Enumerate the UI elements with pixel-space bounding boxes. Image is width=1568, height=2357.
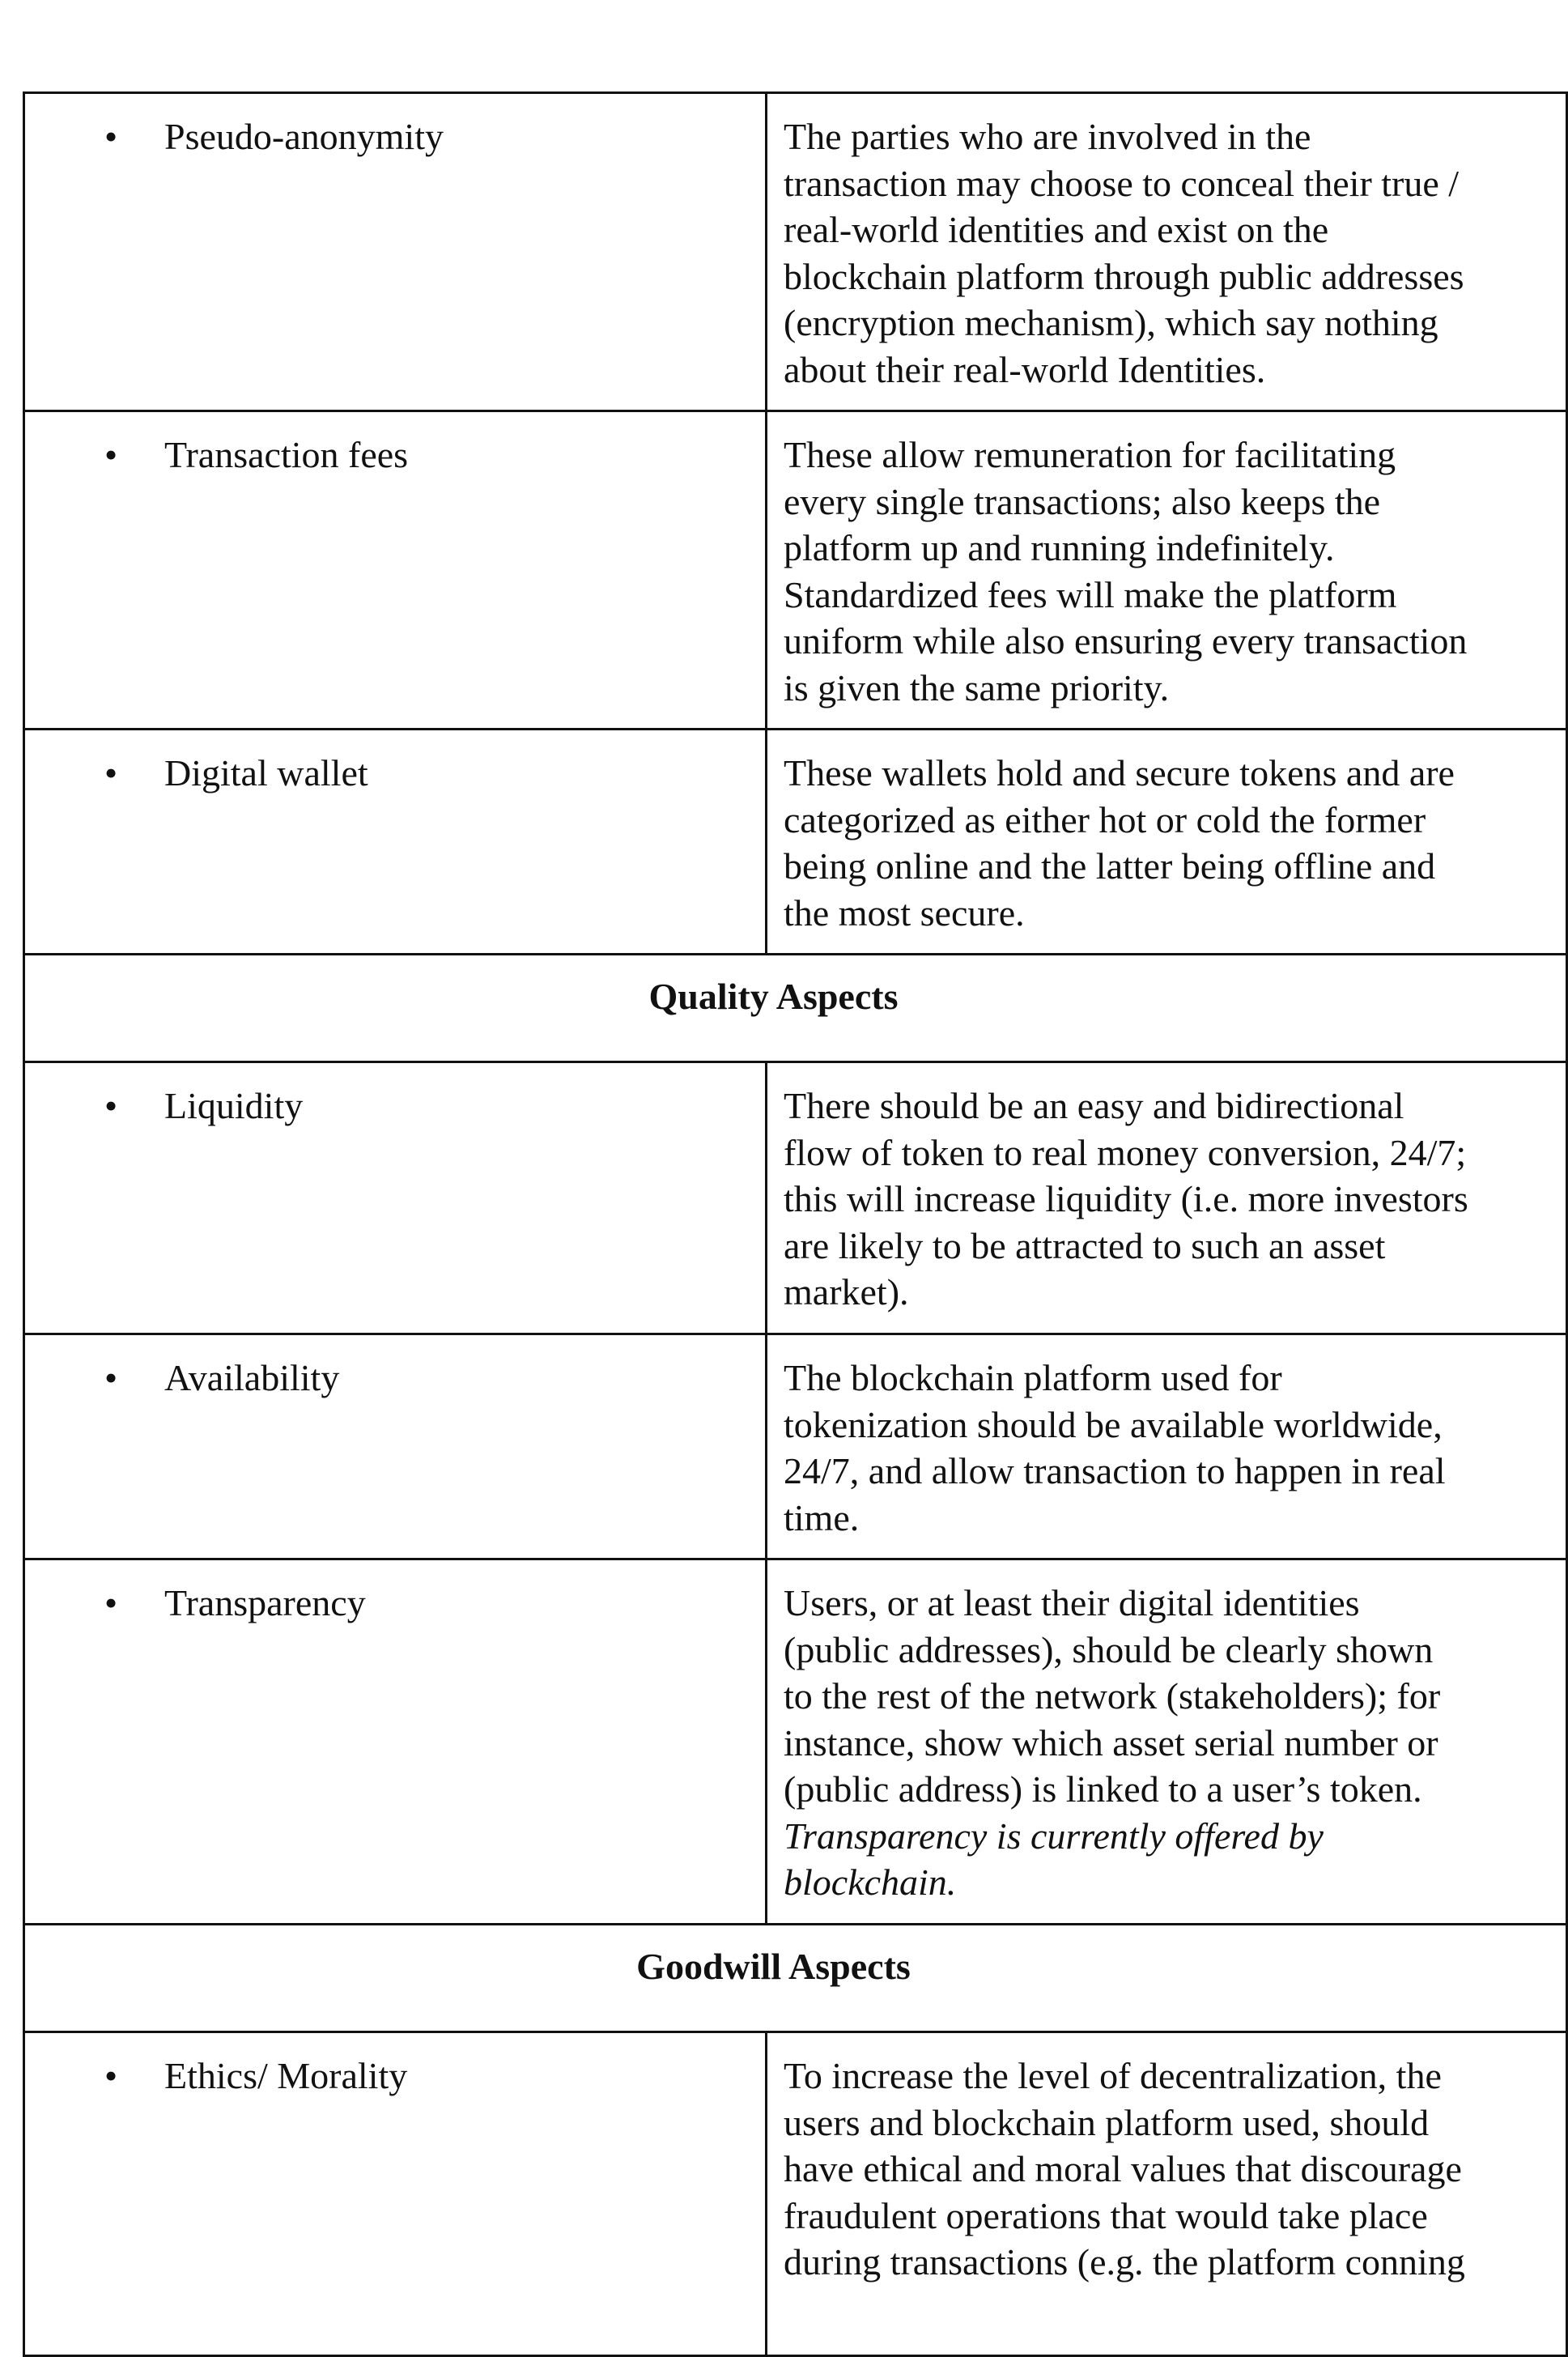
feature-label: Ethics/ Morality: [164, 2055, 408, 2096]
description-line: every single transactions; also keeps the: [784, 480, 1381, 522]
feature-cell: [24, 730, 767, 955]
feature-label: Transparency: [164, 1582, 366, 1623]
feature-cell: [24, 93, 767, 411]
description-line: during transactions (e.g. the platform conning: [784, 2241, 1465, 2283]
description-line: transaction may choose to conceal their true /: [784, 162, 1460, 204]
feature-cell: [24, 2032, 767, 2356]
description-line: are likely to be attracted to such an asset: [784, 1224, 1386, 1266]
description-line: being online and the latter being offline and: [784, 845, 1436, 887]
feature-label: Digital wallet: [164, 752, 368, 793]
section-header-row: [24, 955, 1567, 1062]
table-row: [24, 1334, 1567, 1559]
description-line: These allow remuneration for facilitating: [784, 434, 1396, 475]
description-line: instance, show which asset serial number or: [784, 1721, 1438, 1763]
description-text: [767, 1335, 1566, 1552]
description-line: this will increase liquidity (i.e. more investors: [784, 1178, 1468, 1219]
description-text: [767, 2033, 1566, 2297]
description-line: These wallets hold and secure tokens and are: [784, 752, 1455, 793]
description-line: about their real-world Identities.: [784, 348, 1266, 390]
feature-cell: [24, 411, 767, 730]
description-line: platform up and running indefinitely.: [784, 527, 1335, 568]
description-text: [767, 1063, 1566, 1327]
description-line: (public addresses), should be clearly shown: [784, 1628, 1434, 1670]
feature-cell-content: [25, 1335, 765, 1402]
description-line: blockchain platform through public addresses: [784, 255, 1464, 297]
description-cell: [767, 730, 1567, 955]
description-cell: [767, 2032, 1567, 2356]
description-italic-line: blockchain.: [784, 1861, 957, 1903]
description-line: categorized as either hot or cold the former: [784, 798, 1426, 840]
feature-cell-content: [25, 1560, 765, 1627]
feature-label: Transaction fees: [164, 434, 409, 475]
description-line: flow of token to real money conversion, 24/7;: [784, 1131, 1467, 1173]
bullet-icon: •: [104, 1357, 118, 1398]
feature-cell-content: [25, 2033, 765, 2100]
bullet-icon: •: [104, 752, 118, 793]
description-line: have ethical and moral values that discourage: [784, 2148, 1462, 2189]
feature-cell: [24, 1334, 767, 1559]
section-heading-cell: [24, 1925, 1567, 2032]
description-line: the most secure.: [784, 891, 1025, 934]
description-line: 24/7, and allow transaction to happen in real: [784, 1450, 1446, 1491]
feature-label: Liquidity: [164, 1085, 304, 1126]
table-row: [24, 93, 1567, 411]
bullet-icon: •: [104, 116, 118, 157]
bullet-icon: •: [104, 2055, 118, 2096]
bullet-icon: •: [104, 1085, 118, 1126]
description-line: uniform while also ensuring every transaction: [784, 620, 1468, 662]
description-line: To increase the level of decentralization, the: [784, 2055, 1442, 2096]
description-line: real-world identities and exist on the: [784, 209, 1329, 250]
description-text: [767, 412, 1566, 722]
feature-cell-content: [25, 94, 765, 160]
description-text: [767, 94, 1566, 404]
table-row: [24, 2032, 1567, 2356]
feature-label: Availability: [164, 1357, 340, 1398]
table-row: [24, 411, 1567, 730]
feature-cell-content: [25, 730, 765, 797]
description-cell: [767, 411, 1567, 730]
description-line: market).: [784, 1271, 909, 1313]
description-line: (public address) is linked to a user’s token.: [784, 1768, 1422, 1810]
feature-cell-content: [25, 412, 765, 479]
feature-label: Pseudo-anonymity: [164, 116, 444, 157]
description-line: (encryption mechanism), which say nothing: [784, 302, 1438, 343]
feature-cell-content: [25, 1063, 765, 1130]
description-cell: [767, 93, 1567, 411]
aspects-table-body: [24, 93, 1567, 2356]
section-heading: Quality Aspects: [648, 976, 899, 1017]
description-line: Users, or at least their digital identities: [784, 1582, 1360, 1623]
description-line: There should be an easy and bidirectional: [784, 1085, 1404, 1126]
table-row: [24, 730, 1567, 955]
description-line: fraudulent operations that would take place: [784, 2194, 1428, 2236]
description-line: time.: [784, 1496, 860, 1538]
description-line: The parties who are involved in the: [784, 116, 1311, 157]
table-row: [24, 1559, 1567, 1925]
section-heading-cell: [24, 955, 1567, 1062]
description-cell: [767, 1334, 1567, 1559]
table-row: [24, 1062, 1567, 1334]
feature-cell: [24, 1559, 767, 1925]
description-line: is given the same priority.: [784, 666, 1170, 708]
bullet-icon: •: [104, 1582, 118, 1623]
description-line: users and blockchain platform used, should: [784, 2101, 1430, 2143]
description-cell: [767, 1062, 1567, 1334]
description-line: Standardized fees will make the platform: [784, 573, 1397, 615]
description-cell: [767, 1559, 1567, 1925]
description-text: [767, 730, 1566, 947]
description-line: to the rest of the network (stakeholders); for: [784, 1675, 1441, 1717]
description-text: [767, 1560, 1566, 1917]
description-line: tokenization should be available worldwide,: [784, 1403, 1443, 1445]
description-italic-line: Transparency is currently offered by: [784, 1815, 1324, 1857]
section-heading: Goodwill Aspects: [636, 1946, 911, 1987]
description-line: The blockchain platform used for: [784, 1357, 1282, 1398]
bullet-icon: •: [104, 434, 118, 475]
feature-cell: [24, 1062, 767, 1334]
section-header-row: [24, 1925, 1567, 2032]
aspects-table: [23, 91, 1568, 2357]
